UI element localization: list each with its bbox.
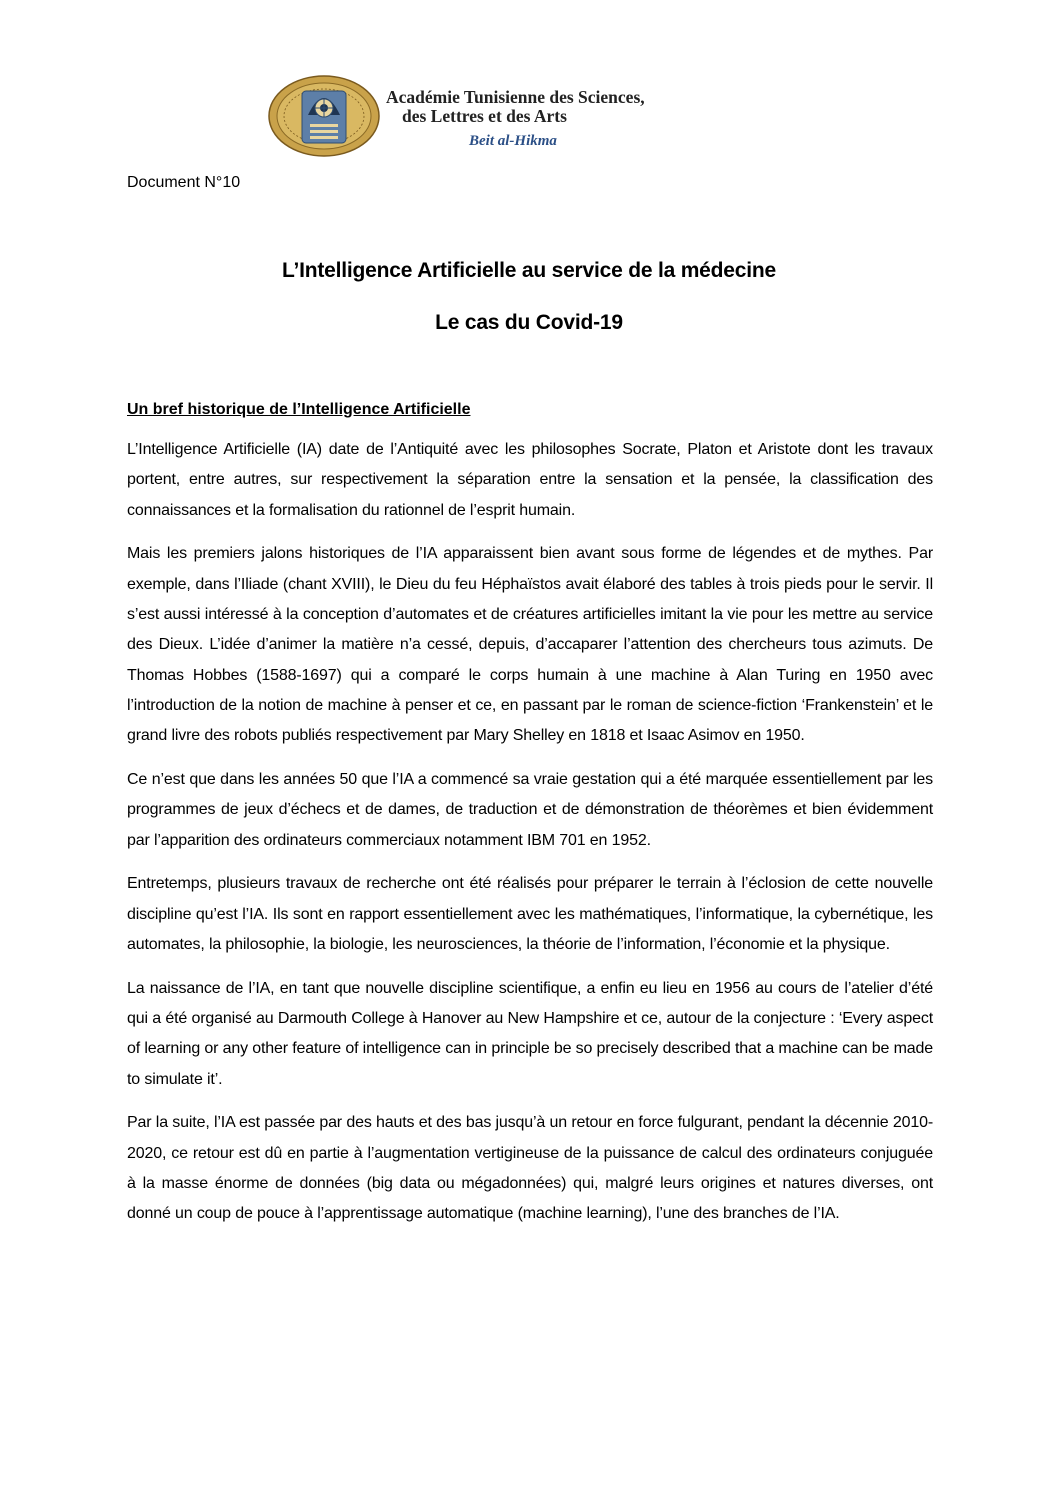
body-text — [127, 435, 933, 1243]
academy-seal-logo — [268, 75, 380, 157]
academy-name-line1: Académie Tunisienne des Sciences, — [386, 87, 645, 107]
document-subtitle: Le cas du Covid-19 — [435, 311, 623, 334]
paragraph-3: Ce n’est que dans les années 50 que l’IA a commencé sa vraie gestation qui a été marquée essentiellement par les programmes de jeux d’échecs et de dames, de traduction et de démonstration de théorèmes et bien évidemment par l’apparition des ordinateurs commerciaux notamment IBM 701 en 1952. — [127, 770, 933, 849]
academy-header — [268, 75, 645, 157]
document-number: Document N°10 — [127, 174, 241, 191]
paragraph-2: Mais les premiers jalons historiques de l’IA apparaissent bien avant sous forme de légendes et de mythes. Par exemple, dans l’Iliade (chant XVIII), le Dieu du feu Héphaïstos avait élaboré des tables à trois pieds pour le servir. Il s’est aussi intéressé à la conception d’automates et de créatures artificielles imitant la vie pour les mettre au service des Dieux. L’idée d’animer la matière n’a cessé, depuis, d’accaparer l’attention des chercheurs tous azimuts. De Thomas Hobbes (1588-1697) qui a comparé le corps humain à une machine à Alan Turing en 1950 avec l’introduction de la notion de machine à penser et ce, en passant par le roman de science-fiction ‘Frankenstein’ et le grand livre des robots publiés respectivement par Mary Shelley en 1818 et Isaac Asimov en 1950. — [127, 545, 933, 745]
academy-name — [386, 88, 646, 126]
section-heading: Un bref historique de l’Intelligence Artificielle — [127, 401, 471, 418]
document-title: L’Intelligence Artificielle au service de la médecine — [281, 259, 776, 282]
academy-subtitle: Beit al-Hikma — [469, 133, 557, 149]
paragraph-5: La naissance de l’IA, en tant que nouvelle discipline scientifique, a enfin eu lieu en 1956 au cours de l’atelier d’été qui a été organisé au Darmouth College à Hanover au New Hampshire et ce, autour de la conjecture : ‘Every aspect of learning or any other feature of intelligence can in principle be so precisely described that a machine can be made to simulate it’. — [127, 979, 933, 1088]
paragraph-6: Par la suite, l’IA est passée par des hauts et des bas jusqu’à un retour en force fulgurant, pendant la décennie 2010-2020, ce retour est dû en partie à l’augmentation vertigineuse de la puissance de calcul des ordinateurs conjuguée à la masse énorme de données (big data ou mégadonnées) qui, malgré leurs origines et natures diverses, ont donné un coup de pouce à l’apprentissage automatique (machine learning), l’une des branches de l’IA. — [127, 1114, 933, 1223]
academy-name-line2: des Lettres et des Arts — [402, 106, 567, 126]
paragraph-4: Entretemps, plusieurs travaux de recherche ont été réalisés pour préparer le terrain à l’éclosion de cette nouvelle discipline qu’est l’IA. Ils sont en rapport essentiellement avec les mathématiques, l’informatique, la cybernétique, les automates, la philosophie, la biologie, les neurosciences, la théorie de l’information, l’économie et la physique. — [127, 875, 933, 953]
paragraph-1: L’Intelligence Artificielle (IA) date de l’Antiquité avec les philosophes Socrate, Platon et Aristote dont les travaux portent, entre autres, sur respectivement la séparation entre la sensation et la pensée, la classification des connaissances et la formalisation du rationnel de l’esprit humain. — [127, 441, 933, 519]
